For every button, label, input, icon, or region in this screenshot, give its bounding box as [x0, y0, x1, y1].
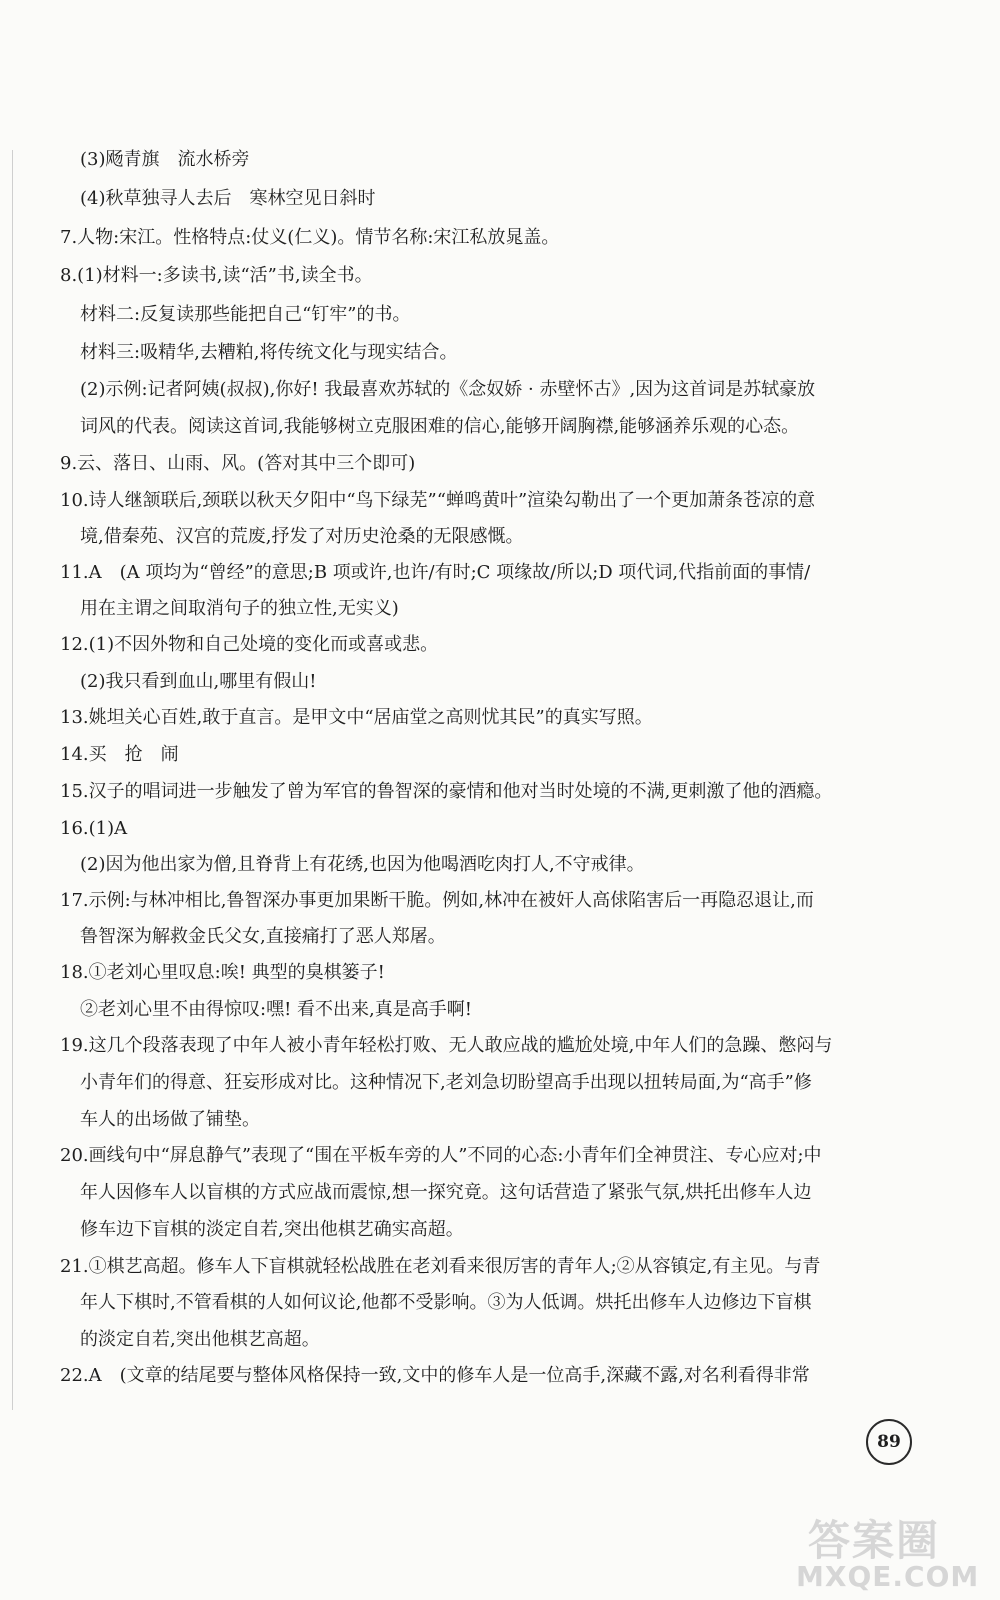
answer-line: (3)飏青旗 流水桥旁	[80, 149, 250, 170]
watermark-en: MXQE.COM	[796, 1560, 980, 1593]
answer-line: 鲁智深为解救金氏父女,直接痛打了恶人郑屠。	[80, 926, 446, 947]
answer-line: 材料三:吸精华,去糟粕,将传统文化与现实结合。	[80, 342, 458, 363]
answer-line: 21.①棋艺高超。修车人下盲棋就轻松战胜在老刘看来很厉害的青年人;②从容镇定,有主见。与青	[60, 1256, 821, 1277]
answer-line: 修车边下盲棋的淡定自若,突出他棋艺确实高超。	[80, 1219, 464, 1240]
answer-line: 12.(1)不因外物和自己处境的变化而或喜或悲。	[60, 634, 439, 655]
answer-line: (4)秋草独寻人去后 寒林空见日斜时	[80, 188, 376, 209]
margin-rule	[12, 150, 13, 1410]
answer-line: 境,借秦苑、汉宫的荒废,抒发了对历史沧桑的无限感慨。	[80, 526, 524, 547]
answer-line: 小青年们的得意、狂妄形成对比。这种情况下,老刘急切盼望高手出现以扭转局面,为“高手”修	[80, 1072, 812, 1093]
answer-line: (2)因为他出家为僧,且脊背上有花绣,也因为他喝酒吃肉打人,不守戒律。	[80, 854, 645, 875]
answer-line: 20.画线句中“屏息静气”表现了“围在平板车旁的人”不同的心态:小青年们全神贯注、专心应对;中	[60, 1145, 822, 1166]
answer-line: 19.这几个段落表现了中年人被小青年轻松打败、无人敢应战的尴尬处境,中年人们的急躁、憋闷与	[60, 1035, 833, 1056]
watermark-cn: 答案圈	[808, 1516, 941, 1565]
answer-line: 词风的代表。阅读这首词,我能够树立克服困难的信心,能够开阔胸襟,能够涵养乐观的心态。	[80, 416, 800, 437]
page-number: 89	[866, 1419, 912, 1465]
answer-line: 车人的出场做了铺垫。	[80, 1109, 260, 1130]
answer-line: 年人因修车人以盲棋的方式应战而震惊,想一探究竟。这句话营造了紧张气氛,烘托出修车人边	[80, 1182, 812, 1203]
answer-line: 7.人物:宋江。性格特点:仗义(仁义)。情节名称:宋江私放晁盖。	[60, 227, 560, 248]
answer-line: (2)示例:记者阿姨(叔叔),你好! 我最喜欢苏轼的《念奴娇 · 赤壁怀古》,因为这首词是苏轼豪放	[80, 379, 816, 400]
answer-line: 18.①老刘心里叹息:唉! 典型的臭棋篓子!	[60, 962, 385, 983]
answer-line: 15.汉子的唱词进一步触发了曾为军官的鲁智深的豪情和他对当时处境的不满,更刺激了他的酒瘾。	[60, 781, 833, 802]
answer-line: 17.示例:与林冲相比,鲁智深办事更加果断干脆。例如,林冲在被奸人高俅陷害后一再隐忍退让,而	[60, 890, 814, 911]
answer-line: ②老刘心里不由得惊叹:嘿! 看不出来,真是高手啊!	[80, 999, 472, 1020]
answer-line: 11.A (A 项均为“曾经”的意思;B 项或许,也许/有时;C 项缘故/所以;D 项代词,代指前面的事情/	[60, 562, 811, 583]
watermark-logo	[790, 1508, 986, 1592]
answer-line: 9.云、落日、山雨、风。(答对其中三个即可)	[60, 453, 416, 474]
answer-line: 的淡定自若,突出他棋艺高超。	[80, 1329, 320, 1350]
answer-line: 14.买 抢 闹	[60, 744, 179, 765]
answer-line: 22.A (文章的结尾要与整体风格保持一致,文中的修车人是一位高手,深藏不露,对名利看得非常	[60, 1365, 810, 1386]
answer-line: 16.(1)A	[60, 818, 128, 839]
answer-line: 8.(1)材料一:多读书,读“活”书,读全书。	[60, 265, 373, 286]
answer-line: 用在主谓之间取消句子的独立性,无实义)	[80, 598, 399, 619]
answer-line: 年人下棋时,不管看棋的人如何议论,他都不受影响。③为人低调。烘托出修车人边修边下盲棋	[80, 1292, 812, 1313]
answer-line: 13.姚坦关心百姓,敢于直言。是甲文中“居庙堂之高则忧其民”的真实写照。	[60, 707, 653, 728]
answer-line: 10.诗人继颔联后,颈联以秋天夕阳中“鸟下绿芜”“蝉鸣黄叶”渲染勾勒出了一个更加萧条苍凉的意	[60, 490, 816, 511]
answer-line: (2)我只看到血山,哪里有假山!	[80, 671, 317, 692]
answer-line: 材料二:反复读那些能把自己“钉牢”的书。	[80, 304, 411, 325]
